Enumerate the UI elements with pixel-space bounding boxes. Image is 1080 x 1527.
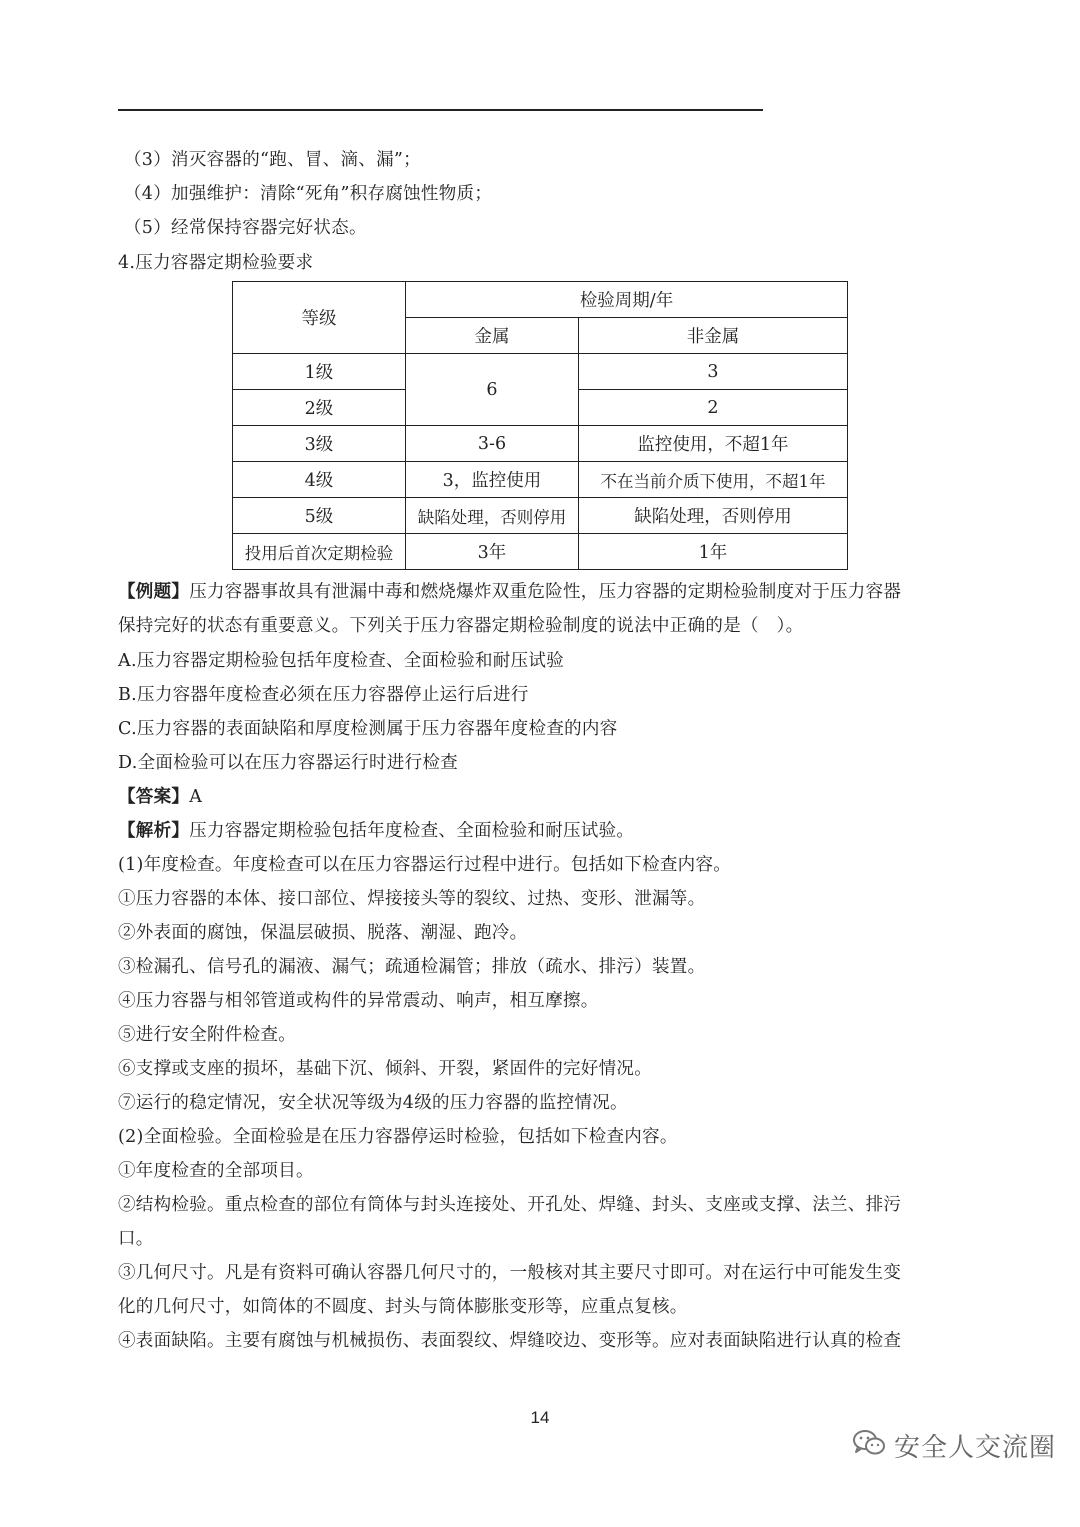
cell-grade: 5级: [233, 498, 406, 534]
analysis-item: ③几何尺寸。凡是有资料可确认容器几何尺寸的，一般核对其主要尺寸即可。对在运行中可能发生变: [118, 1263, 902, 1283]
text-line: （3）消灭容器的“跑、冒、滴、漏”；: [124, 150, 421, 170]
question-text: 压力容器事故具有泄漏中毒和燃烧爆炸双重危险性，压力容器的定期检验制度对于压力容器: [189, 582, 902, 602]
wechat-icon: [852, 1428, 886, 1462]
analysis-item: ⑤进行安全附件检查。: [118, 1025, 296, 1045]
inspection-period-table: [232, 281, 848, 570]
analysis-item: ①年度检查的全部项目。: [118, 1161, 314, 1181]
page-number: 14: [530, 1408, 550, 1427]
analysis-item: 化的几何尺寸，如筒体的不圆度、封头与筒体膨胀变形等，应重点复核。: [118, 1297, 688, 1317]
header-nonmetal: 非金属: [579, 318, 848, 354]
cell-metal: 缺陷处理，否则停用: [406, 498, 579, 534]
example-question: [118, 575, 901, 609]
option-d: D.全面检验可以在压力容器运行时进行检查: [118, 753, 458, 773]
analysis-item: ⑥支撑或支座的损坏，基础下沉、倾斜、开裂，紧固件的完好情况。: [118, 1059, 652, 1079]
option-a: A.压力容器定期检验包括年度检查、全面检验和耐压试验: [118, 651, 564, 671]
analysis-line: [118, 814, 634, 848]
analysis-item: 口。: [118, 1229, 154, 1249]
cell-nonmetal: 不在当前介质下使用，不超1年: [579, 462, 848, 498]
analysis-item: ④表面缺陷。主要有腐蚀与机械损伤、表面裂纹、焊缝咬边、变形等。应对表面缺陷进行认真的检查: [118, 1331, 902, 1351]
header-grade: 等级: [233, 282, 406, 354]
answer-tag: 【答案】: [118, 787, 190, 807]
cell-nonmetal: 监控使用，不超1年: [579, 426, 848, 462]
section-heading: 4.压力容器定期检验要求: [118, 253, 314, 273]
analysis-item: ②结构检验。重点检查的部位有筒体与封头连接处、开孔处、焊缝、封头、支座或支撑、法兰、排污: [118, 1195, 902, 1215]
text-line: （5）经常保持容器完好状态。: [124, 218, 367, 238]
cell-nonmetal: 1年: [579, 534, 848, 570]
answer-line: [118, 780, 202, 814]
analysis-text: 压力容器定期检验包括年度检查、全面检验和耐压试验。: [189, 821, 635, 841]
cell-nonmetal: 2: [579, 390, 848, 426]
analysis-item: (2)全面检验。全面检验是在压力容器停运时检验，包括如下检查内容。: [118, 1127, 678, 1147]
cell-grade: 2级: [233, 390, 406, 426]
analysis-item: ④压力容器与相邻管道或构件的异常震动、响声，相互摩擦。: [118, 991, 599, 1011]
cell-grade: 3级: [233, 426, 406, 462]
analysis-item: ③检漏孔、信号孔的漏液、漏气；疏通检漏管；排放（疏水、排污）装置。: [118, 957, 706, 977]
option-b: B.压力容器年度检查必须在压力容器停止运行后进行: [118, 685, 529, 705]
example-tag: 【例题】: [118, 582, 190, 602]
header-metal: 金属: [406, 318, 579, 354]
text-line: （4）加强维护：清除“死角”积存腐蚀性物质；: [124, 184, 493, 204]
cell-grade: 投用后首次定期检验: [233, 534, 406, 570]
analysis-item: ②外表面的腐蚀，保温层破损、脱落、潮湿、跑冷。: [118, 923, 528, 943]
watermark: [852, 1425, 1056, 1465]
header-rule: [118, 109, 763, 111]
analysis-item: ⑦运行的稳定情况，安全状况等级为4级的压力容器的监控情况。: [118, 1093, 628, 1113]
option-c: C.压力容器的表面缺陷和厚度检测属于压力容器年度检查的内容: [118, 719, 618, 739]
cell-grade: 4级: [233, 462, 406, 498]
watermark-text: 安全人交流圈: [894, 1432, 1057, 1463]
analysis-item: ①压力容器的本体、接口部位、焊接接头等的裂纹、过热、变形、泄漏等。: [118, 889, 706, 909]
analysis-tag: 【解析】: [118, 821, 190, 841]
cell-metal: 3年: [406, 534, 579, 570]
cell-grade: 1级: [233, 354, 406, 390]
cell-metal: 3-6: [406, 426, 579, 462]
example-question-cont: 保持完好的状态有重要意义。下列关于压力容器定期检验制度的说法中正确的是（ ）。: [118, 616, 804, 636]
analysis-item: (1)年度检查。年度检查可以在压力容器运行过程中进行。包括如下检查内容。: [118, 855, 732, 875]
cell-nonmetal: 缺陷处理，否则停用: [579, 498, 848, 534]
header-period: 检验周期/年: [406, 282, 848, 318]
cell-metal: 6: [406, 354, 579, 426]
cell-metal: 3，监控使用: [406, 462, 579, 498]
cell-nonmetal: 3: [579, 354, 848, 390]
answer-value: A: [189, 787, 203, 807]
